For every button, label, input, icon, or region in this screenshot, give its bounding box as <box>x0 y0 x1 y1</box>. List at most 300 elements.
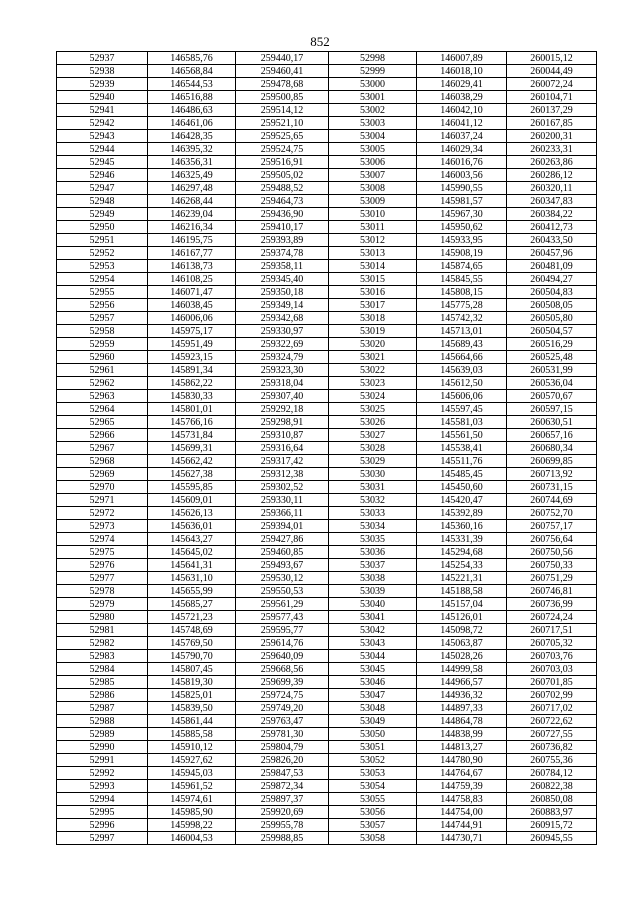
point-number-cell: 53012 <box>329 234 417 247</box>
table-row <box>57 325 597 338</box>
point-number-cell: 53047 <box>329 689 417 702</box>
x-coordinate-cell: 145538,41 <box>417 442 507 455</box>
y-coordinate-cell: 260784,12 <box>507 767 597 780</box>
table-row <box>57 585 597 598</box>
x-coordinate-cell: 146239,04 <box>148 208 236 221</box>
x-coordinate-cell: 145975,17 <box>148 325 236 338</box>
table-row <box>57 780 597 793</box>
point-number-cell: 52940 <box>57 91 148 104</box>
point-number-cell: 52955 <box>57 286 148 299</box>
point-number-cell: 53055 <box>329 793 417 806</box>
point-number-cell: 53001 <box>329 91 417 104</box>
y-coordinate-cell: 259317,42 <box>236 455 329 468</box>
point-number-cell: 53045 <box>329 663 417 676</box>
y-coordinate-cell: 259436,90 <box>236 208 329 221</box>
y-coordinate-cell: 259577,43 <box>236 611 329 624</box>
point-number-cell: 53005 <box>329 143 417 156</box>
x-coordinate-cell: 145985,90 <box>148 806 236 819</box>
y-coordinate-cell: 260504,83 <box>507 286 597 299</box>
point-number-cell: 52991 <box>57 754 148 767</box>
y-coordinate-cell: 260516,29 <box>507 338 597 351</box>
x-coordinate-cell: 145950,62 <box>417 221 507 234</box>
point-number-cell: 53049 <box>329 715 417 728</box>
y-coordinate-cell: 260883,97 <box>507 806 597 819</box>
x-coordinate-cell: 145641,31 <box>148 559 236 572</box>
point-number-cell: 53034 <box>329 520 417 533</box>
table-row <box>57 598 597 611</box>
y-coordinate-cell: 260717,51 <box>507 624 597 637</box>
table-row <box>57 286 597 299</box>
y-coordinate-cell: 259521,10 <box>236 117 329 130</box>
x-coordinate-cell: 144780,90 <box>417 754 507 767</box>
y-coordinate-cell: 259897,37 <box>236 793 329 806</box>
table-row <box>57 91 597 104</box>
x-coordinate-cell: 146195,75 <box>148 234 236 247</box>
x-coordinate-cell: 146042,10 <box>417 104 507 117</box>
x-coordinate-cell: 146516,88 <box>148 91 236 104</box>
point-number-cell: 53056 <box>329 806 417 819</box>
point-number-cell: 53052 <box>329 754 417 767</box>
point-number-cell: 52939 <box>57 78 148 91</box>
x-coordinate-cell: 145655,99 <box>148 585 236 598</box>
x-coordinate-cell: 144936,32 <box>417 689 507 702</box>
page-number: 852 <box>310 34 330 49</box>
table-row <box>57 208 597 221</box>
point-number-cell: 52994 <box>57 793 148 806</box>
point-number-cell: 52978 <box>57 585 148 598</box>
x-coordinate-cell: 145627,38 <box>148 468 236 481</box>
table-row <box>57 312 597 325</box>
y-coordinate-cell: 259350,18 <box>236 286 329 299</box>
point-number-cell: 53050 <box>329 728 417 741</box>
table-row <box>57 559 597 572</box>
y-coordinate-cell: 259307,40 <box>236 390 329 403</box>
point-number-cell: 52972 <box>57 507 148 520</box>
table-row <box>57 182 597 195</box>
point-number-cell: 52988 <box>57 715 148 728</box>
y-coordinate-cell: 259330,11 <box>236 494 329 507</box>
point-number-cell: 53027 <box>329 429 417 442</box>
table-row <box>57 741 597 754</box>
x-coordinate-cell: 145974,61 <box>148 793 236 806</box>
x-coordinate-cell: 144730,71 <box>417 832 507 845</box>
point-number-cell: 53038 <box>329 572 417 585</box>
y-coordinate-cell: 260657,16 <box>507 429 597 442</box>
y-coordinate-cell: 260722,62 <box>507 715 597 728</box>
point-number-cell: 52981 <box>57 624 148 637</box>
point-number-cell: 52971 <box>57 494 148 507</box>
point-number-cell: 52961 <box>57 364 148 377</box>
x-coordinate-cell: 145721,23 <box>148 611 236 624</box>
y-coordinate-cell: 259330,97 <box>236 325 329 338</box>
x-coordinate-cell: 145662,42 <box>148 455 236 468</box>
y-coordinate-cell: 259316,64 <box>236 442 329 455</box>
point-number-cell: 52960 <box>57 351 148 364</box>
point-number-cell: 52998 <box>329 52 417 65</box>
x-coordinate-cell: 146037,24 <box>417 130 507 143</box>
point-number-cell: 52975 <box>57 546 148 559</box>
x-coordinate-cell: 144754,00 <box>417 806 507 819</box>
x-coordinate-cell: 146071,47 <box>148 286 236 299</box>
x-coordinate-cell: 145689,43 <box>417 338 507 351</box>
y-coordinate-cell: 259427,86 <box>236 533 329 546</box>
point-number-cell: 52950 <box>57 221 148 234</box>
x-coordinate-cell: 145927,62 <box>148 754 236 767</box>
x-coordinate-cell: 146544,53 <box>148 78 236 91</box>
y-coordinate-cell: 260727,55 <box>507 728 597 741</box>
y-coordinate-cell: 260044,49 <box>507 65 597 78</box>
x-coordinate-cell: 145254,33 <box>417 559 507 572</box>
point-number-cell: 53020 <box>329 338 417 351</box>
y-coordinate-cell: 259460,85 <box>236 546 329 559</box>
point-number-cell: 52957 <box>57 312 148 325</box>
x-coordinate-cell: 145636,01 <box>148 520 236 533</box>
point-number-cell: 52986 <box>57 689 148 702</box>
y-coordinate-cell: 259781,30 <box>236 728 329 741</box>
table-row <box>57 78 597 91</box>
y-coordinate-cell: 259524,75 <box>236 143 329 156</box>
y-coordinate-cell: 260744,69 <box>507 494 597 507</box>
point-number-cell: 53004 <box>329 130 417 143</box>
x-coordinate-cell: 145874,65 <box>417 260 507 273</box>
point-number-cell: 53037 <box>329 559 417 572</box>
point-number-cell: 52966 <box>57 429 148 442</box>
x-coordinate-cell: 145998,22 <box>148 819 236 832</box>
x-coordinate-cell: 145742,32 <box>417 312 507 325</box>
y-coordinate-cell: 259872,34 <box>236 780 329 793</box>
x-coordinate-cell: 145990,55 <box>417 182 507 195</box>
y-coordinate-cell: 260015,12 <box>507 52 597 65</box>
x-coordinate-cell: 145595,85 <box>148 481 236 494</box>
table-row <box>57 416 597 429</box>
y-coordinate-cell: 259374,78 <box>236 247 329 260</box>
point-number-cell: 52977 <box>57 572 148 585</box>
y-coordinate-cell: 259488,52 <box>236 182 329 195</box>
y-coordinate-cell: 260457,96 <box>507 247 597 260</box>
y-coordinate-cell: 259500,85 <box>236 91 329 104</box>
x-coordinate-cell: 144758,83 <box>417 793 507 806</box>
y-coordinate-cell: 259640,09 <box>236 650 329 663</box>
x-coordinate-cell: 146395,32 <box>148 143 236 156</box>
table-row <box>57 130 597 143</box>
y-coordinate-cell: 260702,99 <box>507 689 597 702</box>
table-row <box>57 533 597 546</box>
point-number-cell: 53042 <box>329 624 417 637</box>
x-coordinate-cell: 146108,25 <box>148 273 236 286</box>
y-coordinate-cell: 259516,91 <box>236 156 329 169</box>
table-row <box>57 234 597 247</box>
point-number-cell: 52943 <box>57 130 148 143</box>
y-coordinate-cell: 259724,75 <box>236 689 329 702</box>
x-coordinate-cell: 146016,76 <box>417 156 507 169</box>
x-coordinate-cell: 145450,60 <box>417 481 507 494</box>
y-coordinate-cell: 260703,76 <box>507 650 597 663</box>
y-coordinate-cell: 259322,69 <box>236 338 329 351</box>
y-coordinate-cell: 260570,67 <box>507 390 597 403</box>
x-coordinate-cell: 145485,45 <box>417 468 507 481</box>
x-coordinate-cell: 146325,49 <box>148 169 236 182</box>
y-coordinate-cell: 259292,18 <box>236 403 329 416</box>
point-number-cell: 52959 <box>57 338 148 351</box>
table-row <box>57 832 597 845</box>
x-coordinate-cell: 145731,84 <box>148 429 236 442</box>
table-row <box>57 663 597 676</box>
y-coordinate-cell: 259393,89 <box>236 234 329 247</box>
point-number-cell: 52965 <box>57 416 148 429</box>
x-coordinate-cell: 145967,30 <box>417 208 507 221</box>
table-row <box>57 143 597 156</box>
y-coordinate-cell: 260705,32 <box>507 637 597 650</box>
y-coordinate-cell: 260508,05 <box>507 299 597 312</box>
table-row <box>57 403 597 416</box>
x-coordinate-cell: 146356,31 <box>148 156 236 169</box>
y-coordinate-cell: 260433,50 <box>507 234 597 247</box>
y-coordinate-cell: 259318,04 <box>236 377 329 390</box>
x-coordinate-cell: 145775,28 <box>417 299 507 312</box>
x-coordinate-cell: 145420,47 <box>417 494 507 507</box>
table-row <box>57 364 597 377</box>
x-coordinate-cell: 145639,03 <box>417 364 507 377</box>
point-number-cell: 52996 <box>57 819 148 832</box>
point-number-cell: 52942 <box>57 117 148 130</box>
y-coordinate-cell: 260504,57 <box>507 325 597 338</box>
y-coordinate-cell: 260286,12 <box>507 169 597 182</box>
x-coordinate-cell: 145801,01 <box>148 403 236 416</box>
y-coordinate-cell: 260104,71 <box>507 91 597 104</box>
table-row <box>57 702 597 715</box>
point-number-cell: 52954 <box>57 273 148 286</box>
point-number-cell: 53044 <box>329 650 417 663</box>
x-coordinate-cell: 145862,22 <box>148 377 236 390</box>
x-coordinate-cell: 146038,45 <box>148 299 236 312</box>
y-coordinate-cell: 260200,31 <box>507 130 597 143</box>
y-coordinate-cell: 259668,56 <box>236 663 329 676</box>
point-number-cell: 53009 <box>329 195 417 208</box>
table-row <box>57 156 597 169</box>
x-coordinate-cell: 145808,15 <box>417 286 507 299</box>
x-coordinate-cell: 146004,53 <box>148 832 236 845</box>
table-row <box>57 819 597 832</box>
point-number-cell: 53011 <box>329 221 417 234</box>
point-number-cell: 52963 <box>57 390 148 403</box>
point-number-cell: 53051 <box>329 741 417 754</box>
x-coordinate-cell: 146138,73 <box>148 260 236 273</box>
x-coordinate-cell: 145951,49 <box>148 338 236 351</box>
x-coordinate-cell: 145825,01 <box>148 689 236 702</box>
y-coordinate-cell: 259988,85 <box>236 832 329 845</box>
x-coordinate-cell: 146003,56 <box>417 169 507 182</box>
point-number-cell: 52949 <box>57 208 148 221</box>
y-coordinate-cell: 260736,82 <box>507 741 597 754</box>
point-number-cell: 52983 <box>57 650 148 663</box>
table-row <box>57 299 597 312</box>
x-coordinate-cell: 146461,06 <box>148 117 236 130</box>
y-coordinate-cell: 260757,17 <box>507 520 597 533</box>
point-number-cell: 53039 <box>329 585 417 598</box>
point-number-cell: 52980 <box>57 611 148 624</box>
x-coordinate-cell: 145910,12 <box>148 741 236 754</box>
point-number-cell: 53043 <box>329 637 417 650</box>
y-coordinate-cell: 259699,39 <box>236 676 329 689</box>
x-coordinate-cell: 145923,15 <box>148 351 236 364</box>
x-coordinate-cell: 146297,48 <box>148 182 236 195</box>
y-coordinate-cell: 259323,30 <box>236 364 329 377</box>
table-row <box>57 728 597 741</box>
point-number-cell: 53028 <box>329 442 417 455</box>
table-row <box>57 520 597 533</box>
point-number-cell: 53046 <box>329 676 417 689</box>
y-coordinate-cell: 260481,09 <box>507 260 597 273</box>
x-coordinate-cell: 145861,44 <box>148 715 236 728</box>
point-number-cell: 52953 <box>57 260 148 273</box>
x-coordinate-cell: 146268,44 <box>148 195 236 208</box>
x-coordinate-cell: 146007,89 <box>417 52 507 65</box>
x-coordinate-cell: 145807,45 <box>148 663 236 676</box>
point-number-cell: 52968 <box>57 455 148 468</box>
y-coordinate-cell: 260750,33 <box>507 559 597 572</box>
point-number-cell: 53032 <box>329 494 417 507</box>
x-coordinate-cell: 146167,77 <box>148 247 236 260</box>
x-coordinate-cell: 145612,50 <box>417 377 507 390</box>
y-coordinate-cell: 260751,29 <box>507 572 597 585</box>
x-coordinate-cell: 145331,39 <box>417 533 507 546</box>
x-coordinate-cell: 146216,34 <box>148 221 236 234</box>
x-coordinate-cell: 145561,50 <box>417 429 507 442</box>
coordinates-table <box>56 51 597 845</box>
point-number-cell: 52982 <box>57 637 148 650</box>
y-coordinate-cell: 259763,47 <box>236 715 329 728</box>
y-coordinate-cell: 259920,69 <box>236 806 329 819</box>
y-coordinate-cell: 259826,20 <box>236 754 329 767</box>
y-coordinate-cell: 260167,85 <box>507 117 597 130</box>
point-number-cell: 53029 <box>329 455 417 468</box>
x-coordinate-cell: 145664,66 <box>417 351 507 364</box>
y-coordinate-cell: 259440,17 <box>236 52 329 65</box>
point-number-cell: 52944 <box>57 143 148 156</box>
table-row <box>57 52 597 65</box>
y-coordinate-cell: 259349,14 <box>236 299 329 312</box>
table-row <box>57 455 597 468</box>
table-row <box>57 637 597 650</box>
y-coordinate-cell: 259955,78 <box>236 819 329 832</box>
x-coordinate-cell: 144838,99 <box>417 728 507 741</box>
table-row <box>57 169 597 182</box>
point-number-cell: 52969 <box>57 468 148 481</box>
x-coordinate-cell: 144764,67 <box>417 767 507 780</box>
x-coordinate-cell: 145945,03 <box>148 767 236 780</box>
x-coordinate-cell: 145891,34 <box>148 364 236 377</box>
point-number-cell: 52946 <box>57 169 148 182</box>
point-number-cell: 52947 <box>57 182 148 195</box>
y-coordinate-cell: 259530,12 <box>236 572 329 585</box>
table-row <box>57 494 597 507</box>
point-number-cell: 53048 <box>329 702 417 715</box>
y-coordinate-cell: 259366,11 <box>236 507 329 520</box>
point-number-cell: 52976 <box>57 559 148 572</box>
point-number-cell: 52951 <box>57 234 148 247</box>
point-number-cell: 52992 <box>57 767 148 780</box>
y-coordinate-cell: 259464,73 <box>236 195 329 208</box>
point-number-cell: 52937 <box>57 52 148 65</box>
x-coordinate-cell: 144759,39 <box>417 780 507 793</box>
point-number-cell: 53017 <box>329 299 417 312</box>
y-coordinate-cell: 260597,15 <box>507 403 597 416</box>
point-number-cell: 53033 <box>329 507 417 520</box>
x-coordinate-cell: 146038,29 <box>417 91 507 104</box>
x-coordinate-cell: 144966,57 <box>417 676 507 689</box>
x-coordinate-cell: 145908,19 <box>417 247 507 260</box>
x-coordinate-cell: 146041,12 <box>417 117 507 130</box>
x-coordinate-cell: 145981,57 <box>417 195 507 208</box>
point-number-cell: 53024 <box>329 390 417 403</box>
y-coordinate-cell: 259595,77 <box>236 624 329 637</box>
point-number-cell: 53035 <box>329 533 417 546</box>
point-number-cell: 52952 <box>57 247 148 260</box>
point-number-cell: 53014 <box>329 260 417 273</box>
table-row <box>57 676 597 689</box>
table-row <box>57 793 597 806</box>
x-coordinate-cell: 145685,27 <box>148 598 236 611</box>
point-number-cell: 53019 <box>329 325 417 338</box>
y-coordinate-cell: 260736,99 <box>507 598 597 611</box>
y-coordinate-cell: 260756,64 <box>507 533 597 546</box>
y-coordinate-cell: 259312,38 <box>236 468 329 481</box>
table-row <box>57 754 597 767</box>
table-row <box>57 221 597 234</box>
x-coordinate-cell: 145748,69 <box>148 624 236 637</box>
y-coordinate-cell: 259561,29 <box>236 598 329 611</box>
y-coordinate-cell: 259804,79 <box>236 741 329 754</box>
table-row <box>57 247 597 260</box>
y-coordinate-cell: 259847,53 <box>236 767 329 780</box>
table-row <box>57 65 597 78</box>
x-coordinate-cell: 144864,78 <box>417 715 507 728</box>
y-coordinate-cell: 260384,22 <box>507 208 597 221</box>
y-coordinate-cell: 260755,36 <box>507 754 597 767</box>
x-coordinate-cell: 146585,76 <box>148 52 236 65</box>
y-coordinate-cell: 259298,91 <box>236 416 329 429</box>
point-number-cell: 53021 <box>329 351 417 364</box>
point-number-cell: 52999 <box>329 65 417 78</box>
x-coordinate-cell: 145631,10 <box>148 572 236 585</box>
x-coordinate-cell: 145606,06 <box>417 390 507 403</box>
y-coordinate-cell: 259550,53 <box>236 585 329 598</box>
y-coordinate-cell: 260703,03 <box>507 663 597 676</box>
x-coordinate-cell: 145063,87 <box>417 637 507 650</box>
x-coordinate-cell: 145961,52 <box>148 780 236 793</box>
y-coordinate-cell: 260713,92 <box>507 468 597 481</box>
y-coordinate-cell: 260945,55 <box>507 832 597 845</box>
point-number-cell: 52974 <box>57 533 148 546</box>
y-coordinate-cell: 260724,24 <box>507 611 597 624</box>
x-coordinate-cell: 144999,58 <box>417 663 507 676</box>
x-coordinate-cell: 145028,26 <box>417 650 507 663</box>
point-number-cell: 53031 <box>329 481 417 494</box>
x-coordinate-cell: 145839,50 <box>148 702 236 715</box>
point-number-cell: 53003 <box>329 117 417 130</box>
table-row <box>57 377 597 390</box>
y-coordinate-cell: 259342,68 <box>236 312 329 325</box>
x-coordinate-cell: 146486,63 <box>148 104 236 117</box>
table-row <box>57 650 597 663</box>
point-number-cell: 53007 <box>329 169 417 182</box>
y-coordinate-cell: 260680,34 <box>507 442 597 455</box>
point-number-cell: 52964 <box>57 403 148 416</box>
point-number-cell: 53010 <box>329 208 417 221</box>
x-coordinate-cell: 145830,33 <box>148 390 236 403</box>
y-coordinate-cell: 260505,80 <box>507 312 597 325</box>
point-number-cell: 52987 <box>57 702 148 715</box>
